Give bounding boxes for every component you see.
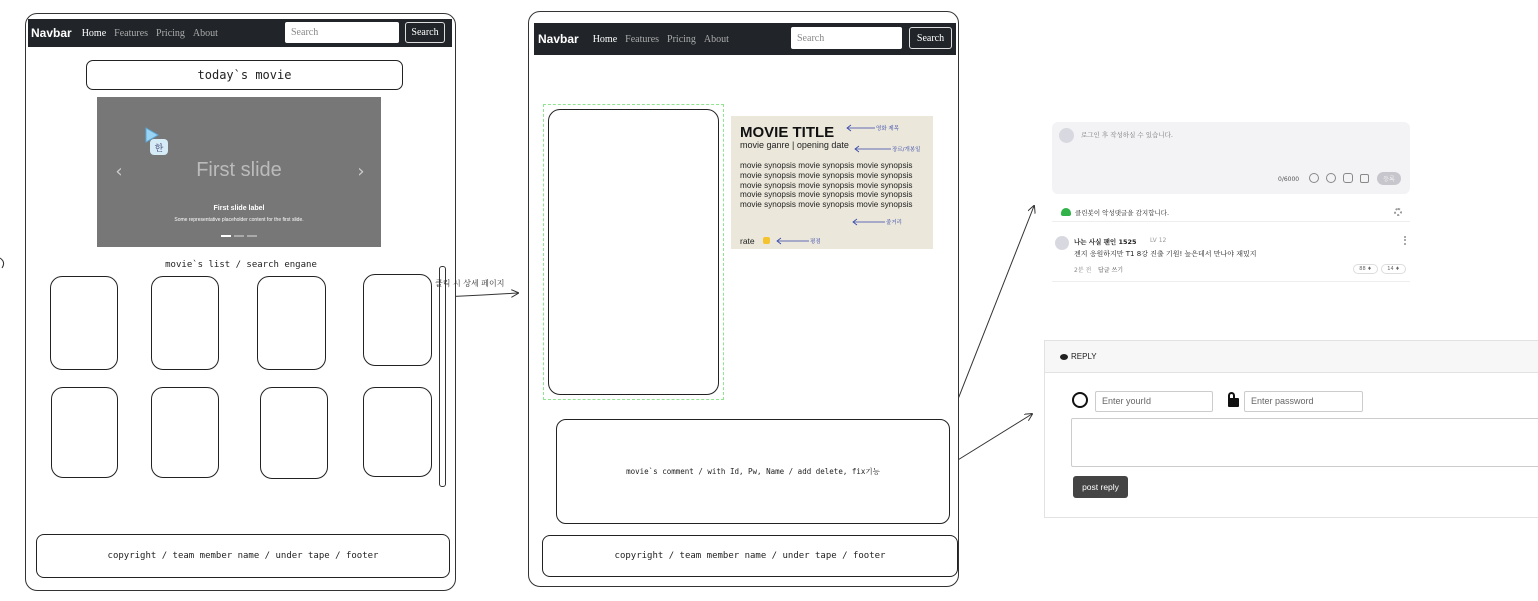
movie-card[interactable] xyxy=(363,387,432,477)
emoji-icon[interactable] xyxy=(1326,173,1336,183)
indicator-active[interactable] xyxy=(221,235,231,237)
search-input[interactable]: Search xyxy=(285,22,399,43)
search-input[interactable]: Search xyxy=(791,27,902,49)
today-movie-label: today`s movie xyxy=(197,68,292,82)
carousel-prev-icon[interactable]: ‹ xyxy=(115,160,123,182)
carousel-slide-title: First slide xyxy=(196,158,282,181)
id-input[interactable]: Enter yourId xyxy=(1095,391,1213,412)
reply-header xyxy=(1045,341,1538,373)
carousel-indicators[interactable] xyxy=(221,235,257,237)
gear-icon[interactable] xyxy=(1394,208,1402,216)
movie-card[interactable] xyxy=(260,387,328,479)
detail-navbar xyxy=(534,23,956,55)
nav-features[interactable]: Features xyxy=(114,27,149,39)
lock-icon[interactable] xyxy=(1360,174,1369,183)
speech-bubble-icon xyxy=(1060,354,1068,360)
submit-button[interactable]: 등록 xyxy=(1377,172,1401,185)
footer-text: copyright / team member name / under tape / footer xyxy=(107,551,379,561)
comment-box-text: movie`s comment / with Id, Pw, Name / add delete, fix기능 xyxy=(626,467,880,476)
note-rate: 평점 xyxy=(810,239,821,245)
carousel-caption-title: First slide label xyxy=(213,204,265,212)
comment-username[interactable]: 나는 사실 팬인 1525 xyxy=(1074,238,1137,246)
note-synopsis: 줄거리 xyxy=(886,220,902,226)
today-movie-box xyxy=(86,60,403,90)
search-button[interactable]: Search xyxy=(909,27,952,49)
stray-mark xyxy=(0,258,4,268)
comment-box xyxy=(556,419,950,524)
avatar xyxy=(1059,128,1074,143)
comment-item xyxy=(1052,232,1410,282)
note-title: 영화 제목 xyxy=(876,126,900,132)
movie-card[interactable] xyxy=(50,276,118,370)
avatar xyxy=(1055,236,1069,250)
comment-text: 젠지 응원하지만 T1 8강 진출 기원! 높은데서 만나야 재밌지 xyxy=(1074,250,1257,258)
unlock-icon-shackle xyxy=(1228,392,1235,400)
more-options-icon[interactable] xyxy=(1404,236,1406,245)
image-icon[interactable] xyxy=(1343,173,1353,183)
comment-time: 2분 전 xyxy=(1074,267,1092,274)
note-meta: 장르/개봉일 xyxy=(892,147,921,153)
movie-info-panel xyxy=(731,116,933,249)
reply-widget xyxy=(1044,340,1538,518)
movie-rate-label: rate xyxy=(740,236,755,246)
search-button[interactable]: Search xyxy=(405,22,445,43)
user-icon xyxy=(1072,392,1088,408)
annotation-arrows xyxy=(731,116,933,249)
movie-card[interactable] xyxy=(257,276,326,370)
nav-pricing[interactable]: Pricing xyxy=(667,33,696,45)
comment-input-area[interactable] xyxy=(1052,122,1410,194)
translate-badge: 한 xyxy=(150,139,168,155)
cleanbot-text: 클린봇이 악성댓글을 감지합니다. xyxy=(1075,209,1170,217)
indicator[interactable] xyxy=(234,235,244,237)
navbar-brand[interactable]: Navbar xyxy=(31,26,72,40)
nav-about[interactable]: About xyxy=(703,33,729,45)
dislike-button[interactable]: 14 ♦ xyxy=(1381,264,1406,274)
navbar-brand[interactable]: Navbar xyxy=(538,32,579,46)
main-page-wireframe xyxy=(25,13,456,591)
comment-placeholder: 로그인 후 작성하실 수 있습니다. xyxy=(1081,131,1173,139)
cleanbot-bar xyxy=(1052,204,1410,222)
nav-about[interactable]: About xyxy=(192,27,218,39)
nav-features[interactable]: Features xyxy=(625,33,660,45)
footer-box xyxy=(36,534,450,578)
carousel-next-icon[interactable]: › xyxy=(357,160,365,182)
nav-home[interactable]: Home xyxy=(592,33,618,45)
footer-box xyxy=(542,535,958,577)
nav-pricing[interactable]: Pricing xyxy=(156,27,185,39)
password-input[interactable]: Enter password xyxy=(1244,391,1363,412)
indicator[interactable] xyxy=(247,235,257,237)
char-counter: 0/6000 xyxy=(1278,176,1300,183)
movie-meta: movie ganre | opening date xyxy=(740,140,849,150)
reply-textarea[interactable] xyxy=(1071,418,1538,467)
movie-list-label: movie`s list / search engane xyxy=(165,260,317,270)
footer-text: copyright / team member name / under tape / footer xyxy=(614,551,886,561)
post-reply-button[interactable]: post reply xyxy=(1073,476,1128,498)
cleanbot-icon xyxy=(1061,208,1071,216)
comment-level: LV 12 xyxy=(1150,237,1167,244)
comment-widget xyxy=(1052,122,1410,285)
movie-card[interactable] xyxy=(51,387,118,478)
click-to-detail-note: 클릭 시 상세 페이지 xyxy=(435,279,505,288)
scrollbar[interactable] xyxy=(439,266,446,487)
movie-card[interactable] xyxy=(151,276,219,370)
detail-page-wireframe xyxy=(528,11,959,587)
carousel[interactable] xyxy=(97,97,381,247)
nav-home[interactable]: Home xyxy=(81,27,107,39)
movie-poster xyxy=(548,109,719,395)
reply-header-label: REPLY xyxy=(1071,352,1097,361)
navbar xyxy=(28,19,452,47)
reply-link[interactable]: 답글 쓰기 xyxy=(1098,267,1124,274)
movie-card[interactable] xyxy=(151,387,219,478)
movie-title: MOVIE TITLE xyxy=(740,124,835,141)
movie-synopsis: movie synopsis movie synopsis movie synopsis movie synopsis movie synopsis movie synopsis movie synopsis movie synopsis movie synopsis movie synopsis movie synopsis movie synopsis movie synopsis movie synopsis movie synopsis xyxy=(740,161,913,210)
movie-card[interactable] xyxy=(363,274,432,366)
like-button[interactable]: 88 ♦ xyxy=(1353,264,1378,274)
carousel-caption-text: Some representative placeholder content for the first slide. xyxy=(174,217,304,223)
timer-icon[interactable] xyxy=(1309,173,1319,183)
